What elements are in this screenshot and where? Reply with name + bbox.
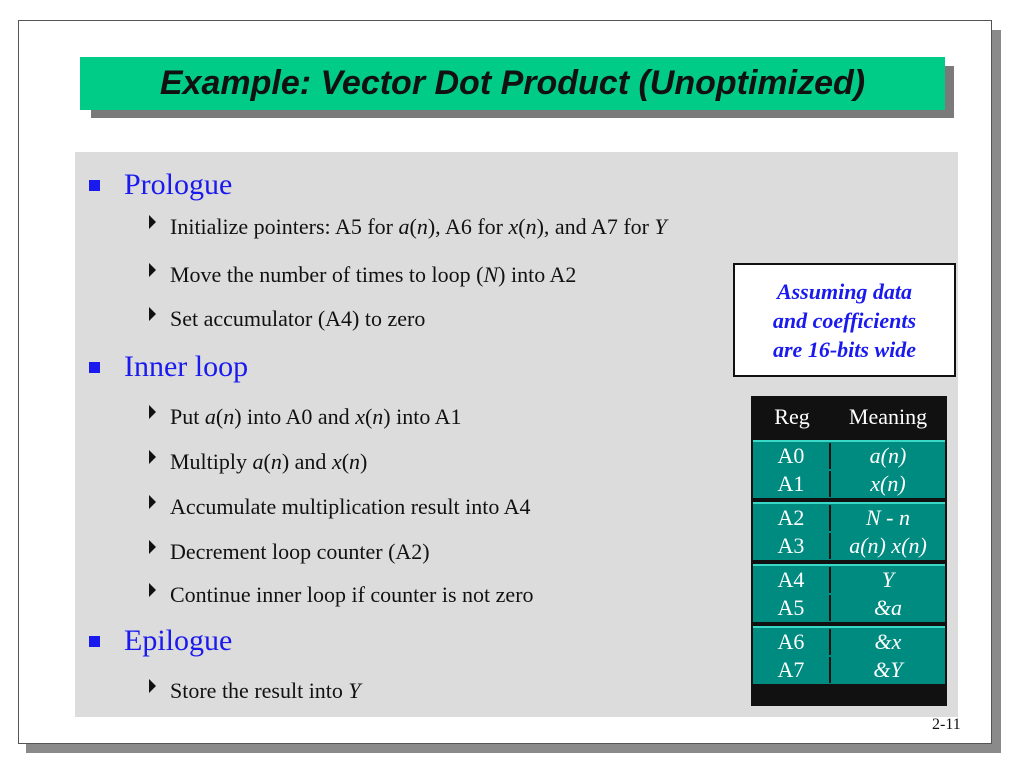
table-row xyxy=(753,442,945,470)
table-group xyxy=(753,564,945,622)
note-line-3: are 16-bits wide xyxy=(773,336,916,362)
bullet-text: Initialize pointers: A5 for a(n), A6 for x(n), and A7 for Y xyxy=(170,214,667,239)
table-group xyxy=(753,626,945,684)
register-table xyxy=(751,396,947,706)
reg-cell: A2 xyxy=(753,505,831,531)
bullet-text: Move the number of times to loop (N) into A2 xyxy=(170,262,577,287)
bullet-item xyxy=(149,449,367,475)
section-label: Epilogue xyxy=(124,624,233,657)
table-row xyxy=(753,532,945,560)
triangle-bullet-icon xyxy=(149,215,156,229)
slide-title: Example: Vector Dot Product (Unoptimized) xyxy=(159,64,866,102)
bullet-text: Store the result into Y xyxy=(170,678,361,703)
bullet-text: Put a(n) into A0 and x(n) into A1 xyxy=(170,404,462,429)
reg-cell: A6 xyxy=(753,629,831,655)
title-bar xyxy=(80,57,945,110)
bullet-text: Set accumulator (A4) to zero xyxy=(170,306,426,331)
triangle-bullet-icon xyxy=(149,307,156,321)
bullet-item xyxy=(149,678,361,704)
meaning-cell: x(n) xyxy=(870,471,906,496)
reg-cell: A4 xyxy=(753,567,831,593)
table-header xyxy=(753,398,945,436)
section-label: Inner loop xyxy=(124,350,249,383)
triangle-bullet-icon xyxy=(149,263,156,277)
bullet-item xyxy=(149,306,425,332)
meaning-cell: a(n) x(n) xyxy=(849,533,927,558)
bullet-item xyxy=(149,214,667,240)
bullet-text: Multiply a(n) and x(n) xyxy=(170,449,368,474)
bullet-text: Accumulate multiplication result into A4 xyxy=(170,494,531,519)
triangle-bullet-icon xyxy=(149,540,156,554)
meaning-cell: &a xyxy=(873,595,903,620)
section-inner-loop xyxy=(89,350,248,384)
table-body xyxy=(753,440,945,684)
bullet-item xyxy=(149,494,531,520)
section-prologue xyxy=(89,168,232,202)
note-line-2: and coefficients xyxy=(772,307,917,333)
table-row xyxy=(753,504,945,532)
reg-cell: A0 xyxy=(753,443,831,469)
triangle-bullet-icon xyxy=(149,450,156,464)
triangle-bullet-icon xyxy=(149,405,156,419)
bullet-text: Continue inner loop if counter is not zero xyxy=(170,582,534,607)
meaning-cell: &Y xyxy=(873,657,903,682)
square-bullet-icon xyxy=(89,636,100,647)
header-reg: Reg xyxy=(774,404,810,429)
note-box xyxy=(733,263,956,377)
bullet-item xyxy=(149,582,534,608)
header-meaning: Meaning xyxy=(848,404,928,429)
meaning-cell: Y xyxy=(881,567,895,592)
bullet-text: Decrement loop counter (A2) xyxy=(170,539,430,564)
table-group xyxy=(753,440,945,498)
table-row xyxy=(753,566,945,594)
table-row xyxy=(753,656,945,684)
page-number: 2-11 xyxy=(932,716,961,733)
section-epilogue xyxy=(89,624,232,658)
meaning-cell: a(n) xyxy=(869,443,907,468)
table-row xyxy=(753,470,945,498)
bullet-item xyxy=(149,262,576,288)
table-group xyxy=(753,502,945,560)
reg-cell: A7 xyxy=(753,657,831,683)
square-bullet-icon xyxy=(89,362,100,373)
triangle-bullet-icon xyxy=(149,679,156,693)
reg-cell: A3 xyxy=(753,533,831,559)
note-line-1: Assuming data xyxy=(776,278,913,304)
table-row xyxy=(753,594,945,622)
bullet-item xyxy=(149,404,462,430)
table-row xyxy=(753,628,945,656)
reg-cell: A1 xyxy=(753,471,831,497)
square-bullet-icon xyxy=(89,180,100,191)
bullet-item xyxy=(149,539,430,565)
meaning-cell: N - n xyxy=(866,505,910,530)
reg-cell: A5 xyxy=(753,595,831,621)
meaning-cell: &x xyxy=(874,629,902,654)
section-label: Prologue xyxy=(124,168,233,201)
triangle-bullet-icon xyxy=(149,583,156,597)
triangle-bullet-icon xyxy=(149,495,156,509)
